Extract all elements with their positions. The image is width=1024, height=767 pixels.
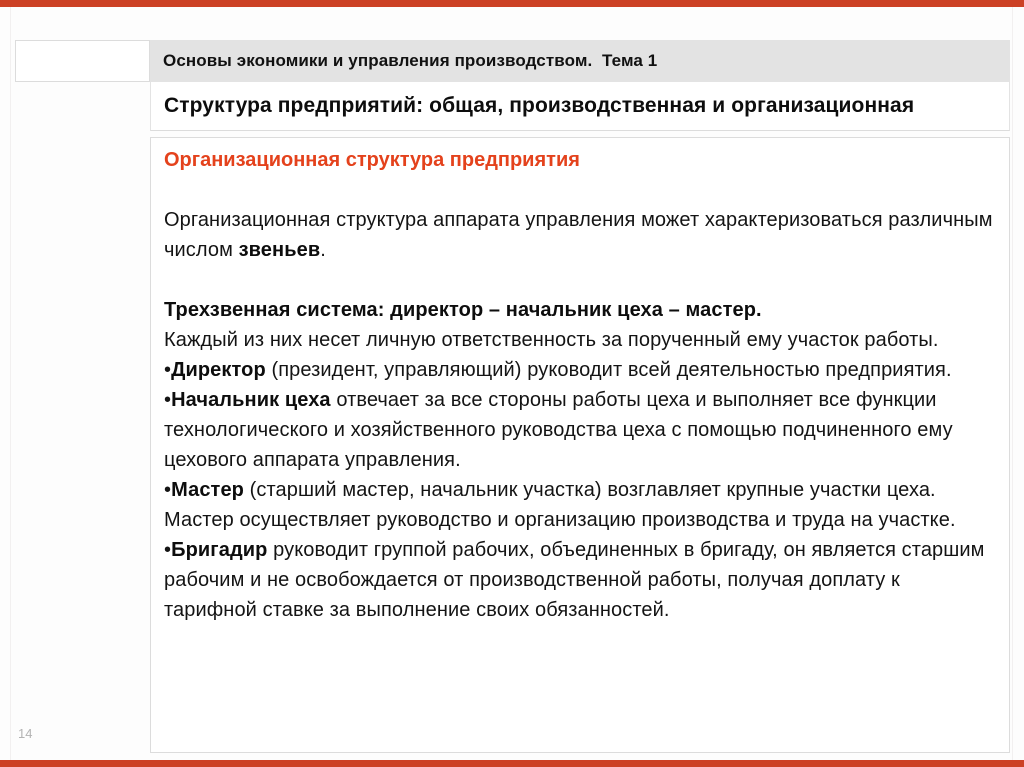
bottom-accent-bar [0,760,1024,767]
header-corner-box [15,40,150,82]
content-heading: Организационная структура предприятия [164,149,580,171]
content-paragraph: •Мастер (старший мастер, начальник участка) возглавляет крупные участки цеха. Мастер осуществляет руководство и организацию производства и труда на участке. [164,479,956,531]
content-paragraphs [164,205,993,625]
content-paragraph: •Бригадир руководит группой рабочих, объединенных в бригаду, он является старшим рабочим и не освобождается от производственной работы, получая доплату к тарифной ставке за выполнение своих обязанностей. [164,539,985,621]
slide-title: Структура предприятий: общая, производственная и организационная [164,94,915,117]
left-frame-line [10,7,11,760]
right-frame-line [1012,7,1013,760]
top-accent-bar [0,0,1024,7]
content-paragraph: Организационная структура аппарата управления может характеризоваться различным числом звеньев. [164,209,993,261]
content-paragraph: Трехзвенная система: директор – начальник цеха – мастер. [164,299,762,321]
course-title: Основы экономики и управления производством. Тема 1 [163,51,658,70]
content-paragraph: •Начальник цеха отвечает за все стороны работы цеха и выполняет все функции технологического и хозяйственного руководства цеха с помощью подчиненного ему цехового аппарата управления. [164,389,953,471]
slide-title-row [150,82,1010,131]
content-paragraph: Каждый из них несет личную ответственность за порученный ему участок работы. [164,329,939,351]
content-paragraph: •Директор (президент, управляющий) руководит всей деятельностью предприятия. [164,359,952,381]
slide-content-box [150,137,1010,753]
course-header-bar [150,40,1010,82]
page-number: 14 [18,726,33,741]
